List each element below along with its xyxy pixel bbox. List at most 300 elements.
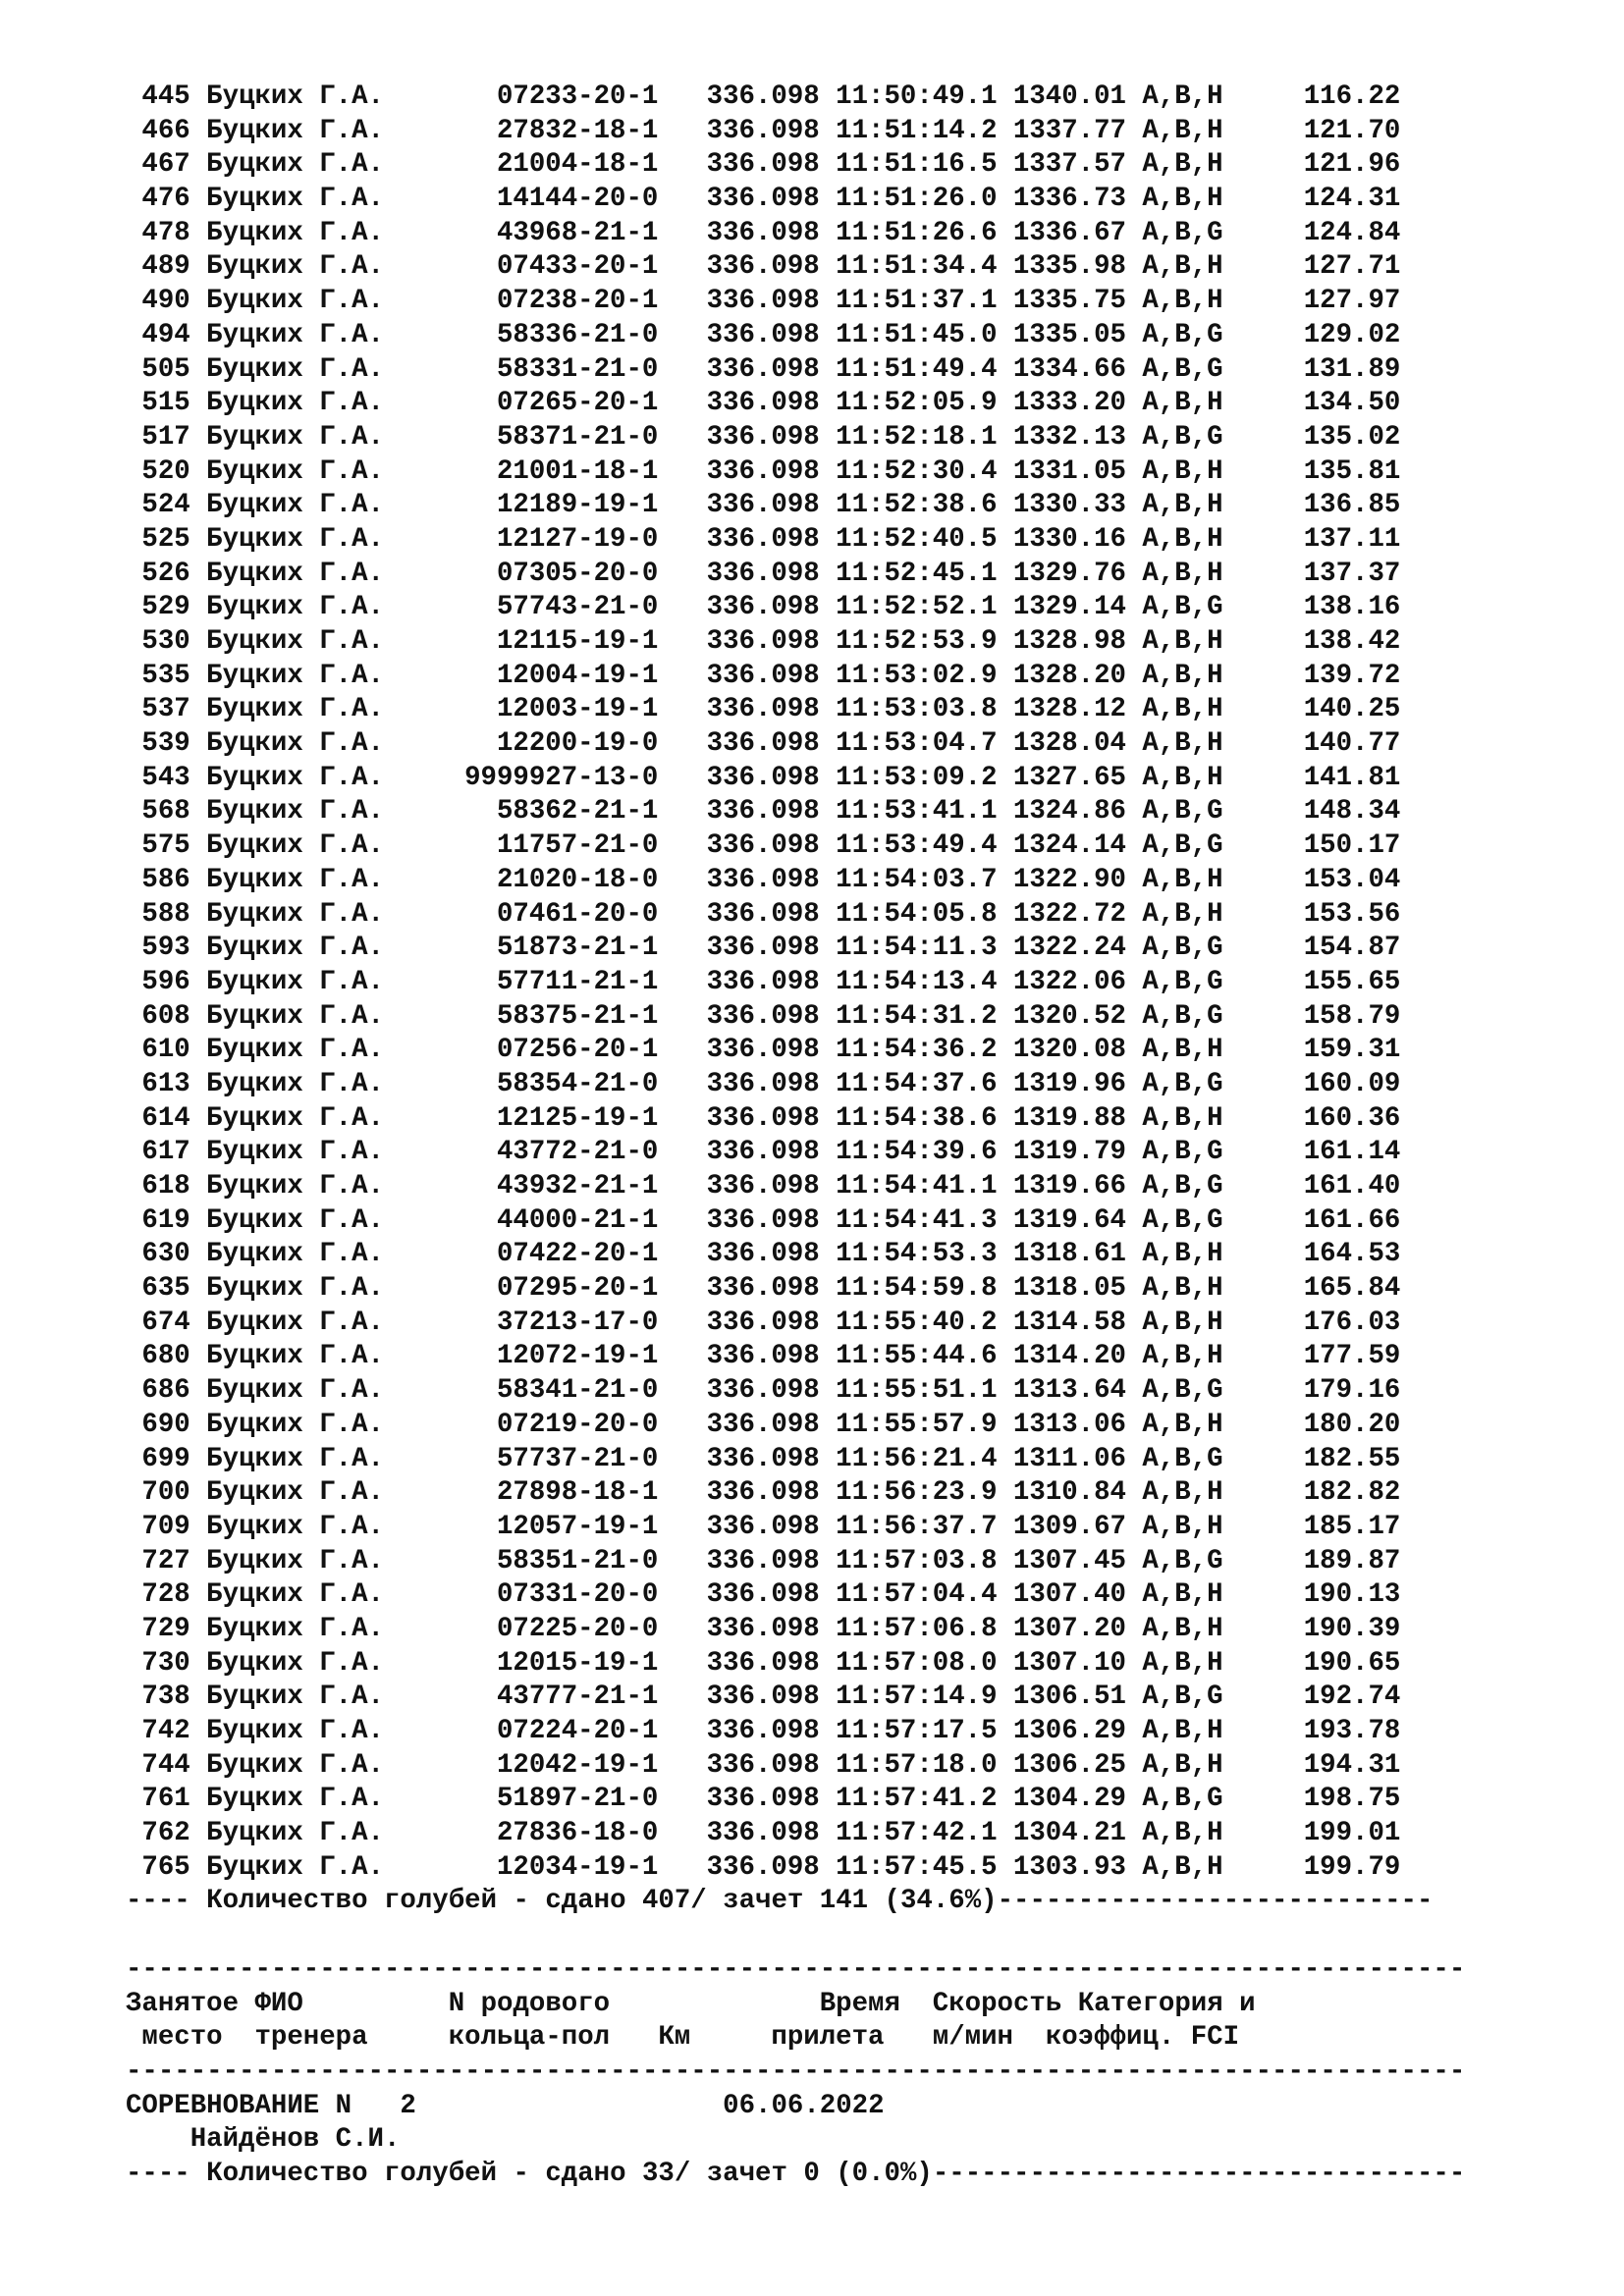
km-cell: 336.098 [706, 830, 820, 862]
ring-cell: 12042-19-1 [497, 1749, 659, 1781]
speed-cell: 1324.14 [1012, 830, 1126, 862]
speed-cell: 1331.05 [1012, 455, 1126, 487]
competition-line [126, 2090, 1465, 2124]
place-cell: 520 [141, 455, 190, 487]
speed-cell: 1337.57 [1012, 149, 1126, 181]
place-cell: 529 [141, 592, 190, 623]
ring-cell: 44000-21-1 [497, 1204, 659, 1236]
competition-date: 06.06.2022 [723, 2090, 885, 2121]
ring-cell: 12015-19-1 [497, 1647, 659, 1679]
separator-top: ----------------------------------------------------------------------------------- [126, 1953, 1466, 1985]
place-cell: 742 [141, 1716, 190, 1746]
time-cell: 11:50:49.1 [836, 81, 998, 112]
category-cell: A,B,H [1142, 455, 1223, 487]
header-line-2 [126, 2021, 1465, 2056]
time-cell: 11:52:45.1 [836, 558, 998, 589]
speed-cell: 1307.20 [1012, 1613, 1126, 1644]
time-cell: 11:57:08.0 [836, 1647, 998, 1679]
category-cell: A,B,H [1142, 1818, 1223, 1849]
trainer-cell: Буцких Г.А. [206, 1545, 384, 1576]
km-cell: 336.098 [706, 592, 820, 623]
trainer-cell: Буцких Г.А. [206, 490, 384, 521]
trainer-cell: Буцких Г.А. [206, 592, 384, 623]
trainer-cell: Буцких Г.А. [206, 81, 384, 112]
ring-cell: 11757-21-0 [497, 830, 659, 862]
coef-cell: 179.16 [1303, 1375, 1401, 1407]
time-cell: 11:52:40.5 [836, 523, 998, 555]
place-cell: 738 [141, 1682, 190, 1713]
category-cell: A,B,H [1142, 184, 1223, 215]
km-cell: 336.098 [706, 1647, 820, 1679]
speed-cell: 1332.13 [1012, 421, 1126, 453]
category-cell: A,B,H [1142, 1647, 1223, 1679]
speed-cell: 1334.66 [1012, 353, 1126, 385]
km-cell: 336.098 [706, 864, 820, 895]
result-row [126, 1307, 1465, 1341]
place-cell: 515 [141, 388, 190, 419]
trainer-cell: Буцких Г.А. [206, 1171, 384, 1201]
place-cell: 445 [141, 81, 190, 112]
place-cell: 526 [141, 558, 190, 589]
speed-cell: 1306.29 [1012, 1716, 1126, 1746]
place-cell: 690 [141, 1409, 190, 1440]
km-cell: 336.098 [706, 353, 820, 385]
category-cell: A,B,H [1142, 149, 1223, 181]
place-cell: 525 [141, 523, 190, 555]
time-cell: 11:51:34.4 [836, 251, 998, 283]
coef-cell: 135.02 [1303, 421, 1401, 453]
category-cell: A,B,H [1142, 762, 1223, 793]
speed-cell: 1307.10 [1012, 1647, 1126, 1679]
place-cell: 608 [141, 1000, 190, 1032]
result-row [126, 591, 1465, 625]
header-name: ФИО [254, 1988, 303, 2019]
result-row [126, 1443, 1465, 1477]
ring-cell: 07461-20-0 [497, 898, 659, 930]
km-cell: 336.098 [706, 319, 820, 350]
coef-cell: 190.39 [1303, 1613, 1401, 1644]
trainer-cell: Буцких Г.А. [206, 558, 384, 589]
trainer-cell: Буцких Г.А. [206, 1818, 384, 1849]
coef-cell: 160.36 [1303, 1102, 1401, 1134]
time-cell: 11:54:39.6 [836, 1137, 998, 1168]
time-cell: 11:53:02.9 [836, 660, 998, 691]
coef-cell: 137.11 [1303, 523, 1401, 555]
ring-cell: 27832-18-1 [497, 115, 659, 146]
ring-cell: 07295-20-1 [497, 1273, 659, 1305]
speed-cell: 1319.64 [1012, 1204, 1126, 1236]
result-row [126, 1340, 1465, 1374]
result-row [126, 1545, 1465, 1579]
place-cell: 614 [141, 1102, 190, 1134]
km-cell: 336.098 [706, 455, 820, 487]
km-cell: 336.098 [706, 388, 820, 419]
coef-cell: 189.87 [1303, 1545, 1401, 1576]
result-row [126, 762, 1465, 796]
trainer-cell: Буцких Г.А. [206, 660, 384, 691]
coef-cell: 131.89 [1303, 353, 1401, 385]
coef-cell: 116.22 [1303, 81, 1401, 112]
ring-cell: 58362-21-1 [497, 796, 659, 828]
result-row [126, 1170, 1465, 1204]
result-row [126, 558, 1465, 592]
category-cell: A,B,H [1142, 1409, 1223, 1440]
time-cell: 11:53:49.4 [836, 830, 998, 862]
time-cell: 11:52:30.4 [836, 455, 998, 487]
trainer-cell: Буцких Г.А. [206, 421, 384, 453]
coef-cell: 185.17 [1303, 1511, 1401, 1542]
result-row [126, 523, 1465, 558]
result-row [126, 285, 1465, 319]
time-cell: 11:52:05.9 [836, 388, 998, 419]
time-cell: 11:57:42.1 [836, 1818, 998, 1849]
category-cell: A,B,H [1142, 1579, 1223, 1611]
ring-cell: 21004-18-1 [497, 149, 659, 181]
km-cell: 336.098 [706, 81, 820, 112]
trainer-cell: Буцких Г.А. [206, 1307, 384, 1338]
speed-cell: 1314.20 [1012, 1341, 1126, 1372]
speed-cell: 1337.77 [1012, 115, 1126, 146]
place-cell: 686 [141, 1375, 190, 1407]
speed-cell: 1328.20 [1012, 660, 1126, 691]
trainer-cell: Буцких Г.А. [206, 1784, 384, 1815]
speed-cell: 1336.73 [1012, 184, 1126, 215]
coef-cell: 127.97 [1303, 286, 1401, 317]
speed-cell: 1329.14 [1012, 592, 1126, 623]
category-cell: A,B,H [1142, 1716, 1223, 1746]
time-cell: 11:54:03.7 [836, 864, 998, 895]
place-cell: 490 [141, 286, 190, 317]
trainer-cell: Буцких Г.А. [206, 1273, 384, 1305]
coef-cell: 148.34 [1303, 796, 1401, 828]
result-row [126, 660, 1465, 694]
coef-cell: 193.78 [1303, 1716, 1401, 1746]
result-row [126, 1681, 1465, 1715]
trainer-cell: Буцких Г.А. [206, 864, 384, 895]
coef-cell: 161.66 [1303, 1204, 1401, 1236]
ring-cell: 07225-20-0 [497, 1613, 659, 1644]
speed-cell: 1335.05 [1012, 319, 1126, 350]
ring-cell: 07433-20-1 [497, 251, 659, 283]
trainer-cell: Буцких Г.А. [206, 523, 384, 555]
result-row [126, 1034, 1465, 1068]
summary-line-1: ---- Количество голубей - сдано 407/ зачет 141 (34.6%)--------------------------- [126, 1886, 1434, 1917]
place-cell: 744 [141, 1749, 190, 1781]
time-cell: 11:54:37.6 [836, 1068, 998, 1099]
coef-cell: 124.31 [1303, 184, 1401, 215]
category-cell: A,B,H [1142, 1851, 1223, 1883]
result-row [126, 489, 1465, 523]
result-row [126, 1578, 1465, 1613]
trainer-cell: Буцких Г.А. [206, 149, 384, 181]
result-row [126, 1204, 1465, 1239]
category-cell: A,B,H [1142, 1273, 1223, 1305]
speed-cell: 1335.98 [1012, 251, 1126, 283]
coef-cell: 121.96 [1303, 149, 1401, 181]
header-place: Занятое [126, 1988, 240, 2019]
trainer-cell: Буцких Г.А. [206, 1102, 384, 1134]
speed-cell: 1320.52 [1012, 1000, 1126, 1032]
category-cell: A,B,G [1142, 319, 1223, 350]
speed-cell: 1330.33 [1012, 490, 1126, 521]
result-row [126, 1102, 1465, 1137]
place-cell: 543 [141, 762, 190, 793]
km-cell: 336.098 [706, 1851, 820, 1883]
ring-cell: 58354-21-0 [497, 1068, 659, 1099]
result-row [126, 353, 1465, 388]
speed-cell: 1327.65 [1012, 762, 1126, 793]
trainer-cell: Буцких Г.А. [206, 933, 384, 964]
category-cell: A,B,H [1142, 523, 1223, 555]
time-cell: 11:57:06.8 [836, 1613, 998, 1644]
category-cell: A,B,G [1142, 966, 1223, 997]
km-cell: 336.098 [706, 217, 820, 248]
trainer-cell: Буцких Г.А. [206, 728, 384, 760]
place-cell: 761 [141, 1784, 190, 1815]
ring-cell: 12127-19-0 [497, 523, 659, 555]
speed-cell: 1309.67 [1012, 1511, 1126, 1542]
place-cell: 478 [141, 217, 190, 248]
speed-cell: 1333.20 [1012, 388, 1126, 419]
result-row [126, 1511, 1465, 1545]
category-cell: A,B,H [1142, 251, 1223, 283]
time-cell: 11:57:04.4 [836, 1579, 998, 1611]
trainer-cell: Буцких Г.А. [206, 388, 384, 419]
result-row [126, 421, 1465, 455]
speed-cell: 1319.88 [1012, 1102, 1126, 1134]
ring-cell: 51897-21-0 [497, 1784, 659, 1815]
result-row [126, 387, 1465, 421]
trainer-cell: Буцких Г.А. [206, 966, 384, 997]
place-cell: 575 [141, 830, 190, 862]
place-cell: 593 [141, 933, 190, 964]
coef-cell: 194.31 [1303, 1749, 1401, 1781]
summary-line-2: ---- Количество голубей - сдано 33/ зачет 0 (0.0%)--------------------------------- [126, 2158, 1466, 2189]
header-time: Время [819, 1988, 900, 2019]
speed-cell: 1306.25 [1012, 1749, 1126, 1781]
time-cell: 11:52:18.1 [836, 421, 998, 453]
trainer-cell: Буцких Г.А. [206, 217, 384, 248]
ring-cell: 27898-18-1 [497, 1477, 659, 1509]
coef-cell: 182.55 [1303, 1443, 1401, 1474]
coef-cell: 199.79 [1303, 1851, 1401, 1883]
time-cell: 11:57:45.5 [836, 1851, 998, 1883]
time-cell: 11:56:37.7 [836, 1511, 998, 1542]
speed-cell: 1304.21 [1012, 1818, 1126, 1849]
place-cell: 524 [141, 490, 190, 521]
place-cell: 613 [141, 1068, 190, 1099]
coef-cell: 138.42 [1303, 626, 1401, 657]
header-speed: Скорость [932, 1988, 1062, 2019]
coef-cell: 192.74 [1303, 1682, 1401, 1713]
place-cell: 610 [141, 1035, 190, 1066]
coef-cell: 140.25 [1303, 694, 1401, 725]
ring-cell: 12189-19-1 [497, 490, 659, 521]
coef-cell: 177.59 [1303, 1341, 1401, 1372]
km-cell: 336.098 [706, 1341, 820, 1372]
category-cell: A,B,H [1142, 660, 1223, 691]
ring-cell: 58341-21-0 [497, 1375, 659, 1407]
category-cell: A,B,G [1142, 1375, 1223, 1407]
ring-cell: 27836-18-0 [497, 1818, 659, 1849]
ring-cell: 12200-19-0 [497, 728, 659, 760]
trainer-name: Найдёнов С.И. [189, 2124, 401, 2156]
category-cell: A,B,G [1142, 1000, 1223, 1032]
coef-cell: 139.72 [1303, 660, 1401, 691]
place-cell: 505 [141, 353, 190, 385]
header-coef: коэффиц. FCI [1045, 2022, 1240, 2054]
time-cell: 11:54:11.3 [836, 933, 998, 964]
column-header [126, 1988, 1465, 2056]
time-cell: 11:54:13.4 [836, 966, 998, 997]
time-cell: 11:51:49.4 [836, 353, 998, 385]
result-row [126, 932, 1465, 966]
ring-cell: 07422-20-1 [497, 1239, 659, 1270]
ring-cell: 07331-20-0 [497, 1579, 659, 1611]
time-cell: 11:54:41.3 [836, 1204, 998, 1236]
place-cell: 700 [141, 1477, 190, 1509]
ring-cell: 12003-19-1 [497, 694, 659, 725]
ring-cell: 58371-21-0 [497, 421, 659, 453]
result-row [126, 1068, 1465, 1102]
trainer-cell: Буцких Г.А. [206, 626, 384, 657]
km-cell: 336.098 [706, 1511, 820, 1542]
place-cell: 709 [141, 1511, 190, 1542]
trainer-cell: Буцких Г.А. [206, 1239, 384, 1270]
time-cell: 11:52:38.6 [836, 490, 998, 521]
speed-cell: 1311.06 [1012, 1443, 1126, 1474]
coef-cell: 158.79 [1303, 1000, 1401, 1032]
time-cell: 11:57:03.8 [836, 1545, 998, 1576]
coef-cell: 129.02 [1303, 319, 1401, 350]
coef-cell: 124.84 [1303, 217, 1401, 248]
km-cell: 336.098 [706, 728, 820, 760]
trainer-cell: Буцких Г.А. [206, 251, 384, 283]
speed-cell: 1328.04 [1012, 728, 1126, 760]
place-cell: 619 [141, 1204, 190, 1236]
coef-cell: 199.01 [1303, 1818, 1401, 1849]
header-speed-unit: м/мин [932, 2022, 1013, 2054]
trainer-cell: Буцких Г.А. [206, 1204, 384, 1236]
time-cell: 11:55:51.1 [836, 1375, 998, 1407]
place-cell: 618 [141, 1171, 190, 1201]
result-row [126, 1374, 1465, 1409]
trainer-cell: Буцких Г.А. [206, 1511, 384, 1542]
trainer-cell: Буцких Г.А. [206, 1137, 384, 1168]
km-cell: 336.098 [706, 1477, 820, 1509]
coef-cell: 138.16 [1303, 592, 1401, 623]
result-row [126, 966, 1465, 1000]
result-row [126, 1783, 1465, 1817]
time-cell: 11:54:53.3 [836, 1239, 998, 1270]
speed-cell: 1322.72 [1012, 898, 1126, 930]
km-cell: 336.098 [706, 1035, 820, 1066]
coef-cell: 134.50 [1303, 388, 1401, 419]
speed-cell: 1303.93 [1012, 1851, 1126, 1883]
category-cell: A,B,H [1142, 558, 1223, 589]
km-cell: 336.098 [706, 966, 820, 997]
results-document [126, 80, 1465, 2192]
trainer-cell: Буцких Г.А. [206, 1682, 384, 1713]
header-category: Категория и [1077, 1988, 1256, 2019]
result-row [126, 217, 1465, 251]
category-cell: A,B,G [1142, 1443, 1223, 1474]
result-row [126, 727, 1465, 762]
time-cell: 11:51:26.6 [836, 217, 998, 248]
result-row [126, 183, 1465, 217]
place-cell: 535 [141, 660, 190, 691]
time-cell: 11:54:38.6 [836, 1102, 998, 1134]
category-cell: A,B,H [1142, 1307, 1223, 1338]
time-cell: 11:54:59.8 [836, 1273, 998, 1305]
km-cell: 336.098 [706, 1579, 820, 1611]
ring-cell: 43968-21-1 [497, 217, 659, 248]
category-cell: A,B,H [1142, 115, 1223, 146]
category-cell: A,B,H [1142, 1749, 1223, 1781]
coef-cell: 154.87 [1303, 933, 1401, 964]
category-cell: A,B,H [1142, 864, 1223, 895]
km-cell: 336.098 [706, 1409, 820, 1440]
trainer-cell: Буцких Г.А. [206, 1341, 384, 1372]
km-cell: 336.098 [706, 149, 820, 181]
coef-cell: 198.75 [1303, 1784, 1401, 1815]
km-cell: 336.098 [706, 1000, 820, 1032]
coef-cell: 190.65 [1303, 1647, 1401, 1679]
category-cell: A,B,H [1142, 1613, 1223, 1644]
time-cell: 11:53:09.2 [836, 762, 998, 793]
category-cell: A,B,G [1142, 1545, 1223, 1576]
time-cell: 11:54:41.1 [836, 1171, 998, 1201]
place-cell: 467 [141, 149, 190, 181]
time-cell: 11:52:52.1 [836, 592, 998, 623]
category-cell: A,B,G [1142, 1137, 1223, 1168]
speed-cell: 1328.98 [1012, 626, 1126, 657]
place-cell: 517 [141, 421, 190, 453]
ring-cell: 58351-21-0 [497, 1545, 659, 1576]
trainer-cell: Буцких Г.А. [206, 1409, 384, 1440]
header-ring-2: кольца-пол [448, 2022, 611, 2054]
ring-cell: 12072-19-1 [497, 1341, 659, 1372]
speed-cell: 1330.16 [1012, 523, 1126, 555]
speed-cell: 1336.67 [1012, 217, 1126, 248]
speed-cell: 1322.24 [1012, 933, 1126, 964]
ring-cell: 43772-21-0 [497, 1137, 659, 1168]
coef-cell: 180.20 [1303, 1409, 1401, 1440]
km-cell: 336.098 [706, 286, 820, 317]
place-cell: 730 [141, 1647, 190, 1679]
separator-bottom: ----------------------------------------------------------------------------------- [126, 2056, 1466, 2087]
category-cell: A,B,H [1142, 1341, 1223, 1372]
place-cell: 729 [141, 1613, 190, 1644]
ring-cell: 21001-18-1 [497, 455, 659, 487]
ring-cell: 12125-19-1 [497, 1102, 659, 1134]
km-cell: 336.098 [706, 762, 820, 793]
km-cell: 336.098 [706, 421, 820, 453]
ring-cell: 43777-21-1 [497, 1682, 659, 1713]
trainer-cell: Буцких Г.А. [206, 1851, 384, 1883]
km-cell: 336.098 [706, 1307, 820, 1338]
speed-cell: 1313.64 [1012, 1375, 1126, 1407]
category-cell: A,B,H [1142, 1511, 1223, 1542]
category-cell: A,B,H [1142, 694, 1223, 725]
time-cell: 11:57:41.2 [836, 1784, 998, 1815]
trainer-cell: Буцких Г.А. [206, 762, 384, 793]
km-cell: 336.098 [706, 490, 820, 521]
speed-cell: 1313.06 [1012, 1409, 1126, 1440]
speed-cell: 1322.90 [1012, 864, 1126, 895]
coef-cell: 150.17 [1303, 830, 1401, 862]
coef-cell: 137.37 [1303, 558, 1401, 589]
